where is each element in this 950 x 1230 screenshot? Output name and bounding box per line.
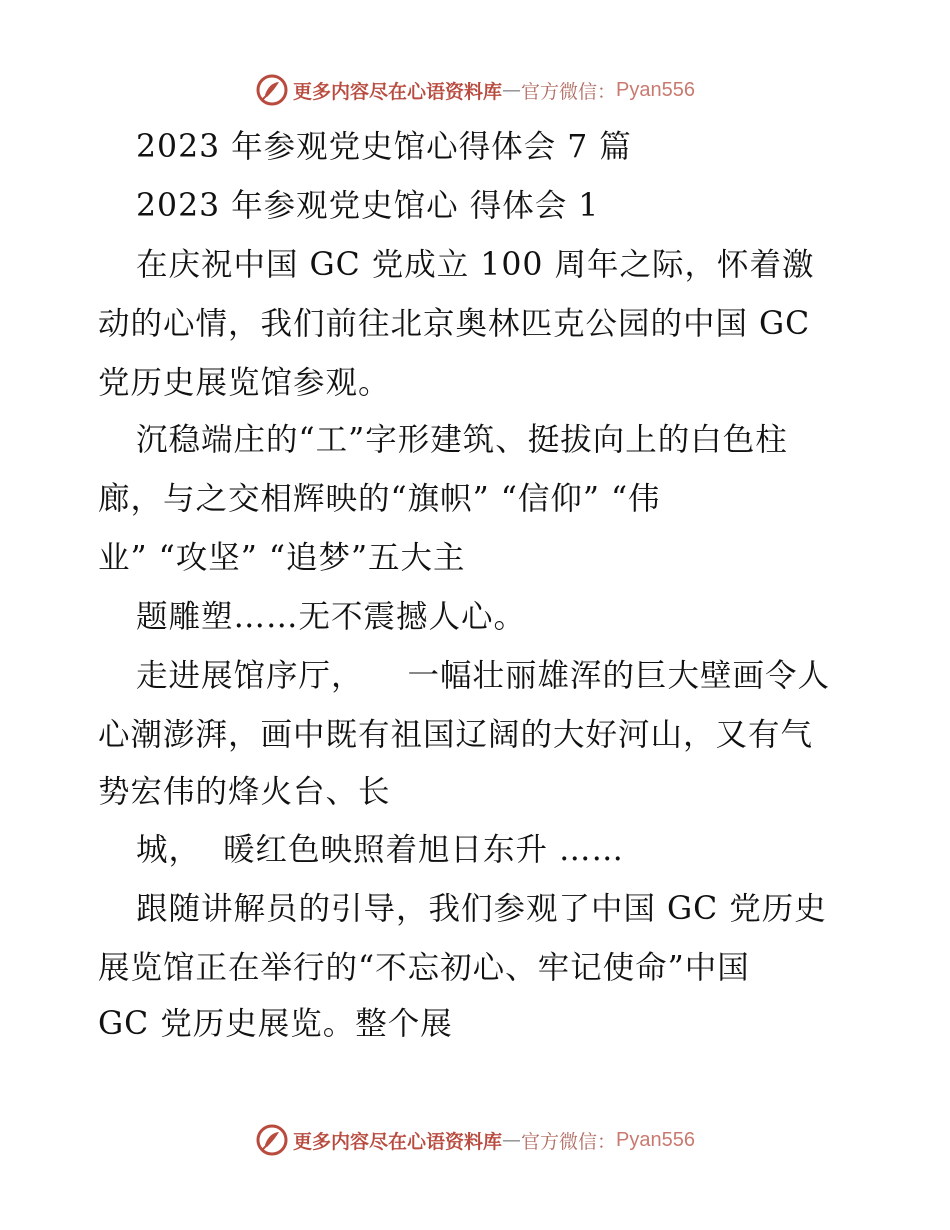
watermark-wechat-id: Pyan556 bbox=[616, 1128, 695, 1151]
text-line: 在庆祝中国 GC 党成立 100 周年之际，怀着激 bbox=[136, 247, 815, 283]
text-line: 心潮澎湃，画中既有祖国辽阔的大好河山，又有气 bbox=[98, 717, 814, 753]
header-watermark bbox=[0, 70, 950, 110]
text-line: 业” “攻坚” “追梦”五大主 bbox=[98, 540, 466, 576]
watermark-wechat-label: 官方微信： bbox=[521, 80, 617, 103]
watermark-title: 更多内容尽在心语资料库 bbox=[293, 80, 503, 103]
text-line: 题雕塑……无不震撼人心。 bbox=[136, 599, 527, 635]
logo-icon bbox=[255, 73, 289, 107]
footer-watermark bbox=[0, 1120, 950, 1160]
text-line: GC 党历史展览。整个展 bbox=[98, 1006, 453, 1042]
text-line: 廊，与之交相辉映的“旗帜” “信仰” “伟 bbox=[98, 481, 661, 517]
text-line: 城， 暖红色映照着旭日东升 …… bbox=[136, 832, 625, 868]
watermark-separator: — bbox=[502, 1129, 522, 1151]
text-line: 动的心情，我们前往北京奥林匹克公园的中国 GC bbox=[98, 306, 811, 342]
text-line: 走进展馆序厅， 一幅壮丽雄浑的巨大壁画令人 bbox=[136, 658, 831, 694]
section-heading: 2023 年参观党史馆心 得体会 1 bbox=[136, 188, 600, 224]
watermark-title: 更多内容尽在心语资料库 bbox=[293, 1130, 503, 1153]
text-line: 势宏伟的烽火台、长 bbox=[98, 774, 391, 810]
text-line: 沉稳端庄的“工”字形建筑、挺拔向上的白色柱 bbox=[136, 422, 788, 458]
text-line: 党历史展览馆参观。 bbox=[98, 365, 391, 401]
document-title: 2023 年参观党史馆心得体会 7 篇 bbox=[136, 129, 632, 165]
text-line: 跟随讲解员的引导，我们参观了中国 GC 党历史 bbox=[136, 891, 827, 927]
watermark-wechat-id: Pyan556 bbox=[616, 78, 695, 101]
watermark-wechat-label: 官方微信： bbox=[521, 1130, 617, 1153]
logo-icon bbox=[255, 1123, 289, 1157]
text-line: 展览馆正在举行的“不忘初心、牢记使命”中国 bbox=[98, 950, 750, 986]
watermark-separator: — bbox=[502, 79, 522, 101]
